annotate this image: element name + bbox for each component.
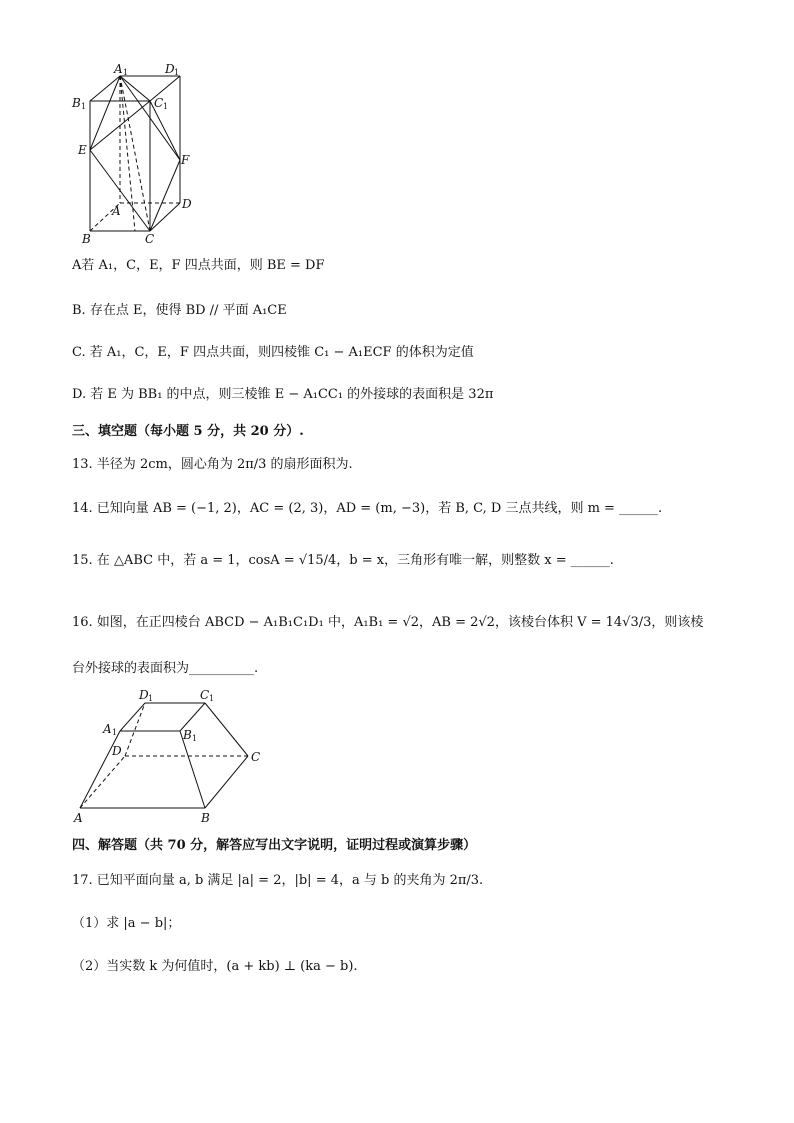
question-14: 14. 已知向量 AB = (−1, 2)，AC = (2, 3)，AD = (m, −3)，若 B, C, D 三点共线，则 m = ______. [72,501,663,516]
edge-a1d1 [120,703,145,731]
label-e: E [78,143,87,157]
edge-dd1 [125,703,145,756]
label-a1: A [103,722,112,736]
edge-cd [150,203,180,231]
label-a1: A [114,62,123,76]
svg-text:1: 1 [148,694,154,703]
label-d1: D [139,688,149,702]
edge-b1c1 [180,703,205,731]
svg-text:1: 1 [123,68,129,77]
question-17-stem: 17. 已知平面向量 a, b 满足 |a| = 2，|b| = 4，a 与 b 的夹角为 2π/3. [72,873,484,888]
question-16-line1: 16. 如图，在正四棱台 ABCD − A₁B₁C₁D₁ 中，A₁B₁ = √2，AB = 2√2，该棱台体积 V = 14√3/3，则该棱 [72,615,704,630]
edge-bc [205,756,248,808]
label-b1: B [72,96,81,110]
frustum-figure [0,683,794,833]
seg-a1c [120,76,150,231]
option-b: B. 存在点 E，使得 BD // 平面 A₁CE [72,303,287,318]
seg-cf [150,160,180,231]
label-b: B [82,232,91,246]
label-c: C [251,750,261,764]
svg-text:1: 1 [81,102,87,111]
edge-aa1 [80,731,120,808]
svg-text:1: 1 [163,102,169,111]
question-17-part2: （2）当实数 k 为何值时，(a + kb) ⊥ (ka − b). [72,959,358,974]
edge-b1a1 [90,76,120,101]
question-16-line2: 台外接球的表面积为__________. [72,661,259,676]
label-d1: D [165,62,175,76]
label-c1: C [200,688,210,702]
svg-text:1: 1 [174,68,180,77]
label-b: B [201,811,210,825]
label-f: F [181,153,190,167]
option-c: C. 若 A₁，C，E，F 四点共面，则四棱锥 C₁ − A₁ECF 的体积为定值 [72,345,474,360]
label-a: A [74,811,83,825]
question-13: 13. 半径为 2cm，圆心角为 2π/3 的扇形面积为. [72,457,353,472]
label-d: D [112,744,122,758]
question-15: 15. 在 △ABC 中，若 a = 1，cosA = √15/4，b = x，三角形有唯一解，则整数 x = ______. [72,553,614,568]
label-c: C [145,232,155,246]
svg-text:1: 1 [112,728,118,737]
section-fill-in-title: 三、填空题（每小题 5 分，共 20 分）. [72,424,304,439]
label-a: A [112,204,121,218]
section-answer-title: 四、解答题（共 70 分，解答应写出文字说明，证明过程或演算步骤） [72,838,477,853]
svg-text:1: 1 [209,694,215,703]
label-d: D [182,197,192,211]
option-a: A若 A₁，C，E，F 四点共面，则 BE = DF [72,258,325,273]
option-d: D. 若 E 为 BB₁ 的中点，则三棱锥 E − A₁CC₁ 的外接球的表面积是 32π [72,387,494,402]
label-c1: C [154,96,164,110]
question-17-part1: （1）求 |a − b|； [72,916,181,931]
label-b1: B [183,728,192,742]
svg-text:1: 1 [192,734,198,743]
edge-cc1 [205,703,248,756]
seg-ea1 [90,76,120,150]
